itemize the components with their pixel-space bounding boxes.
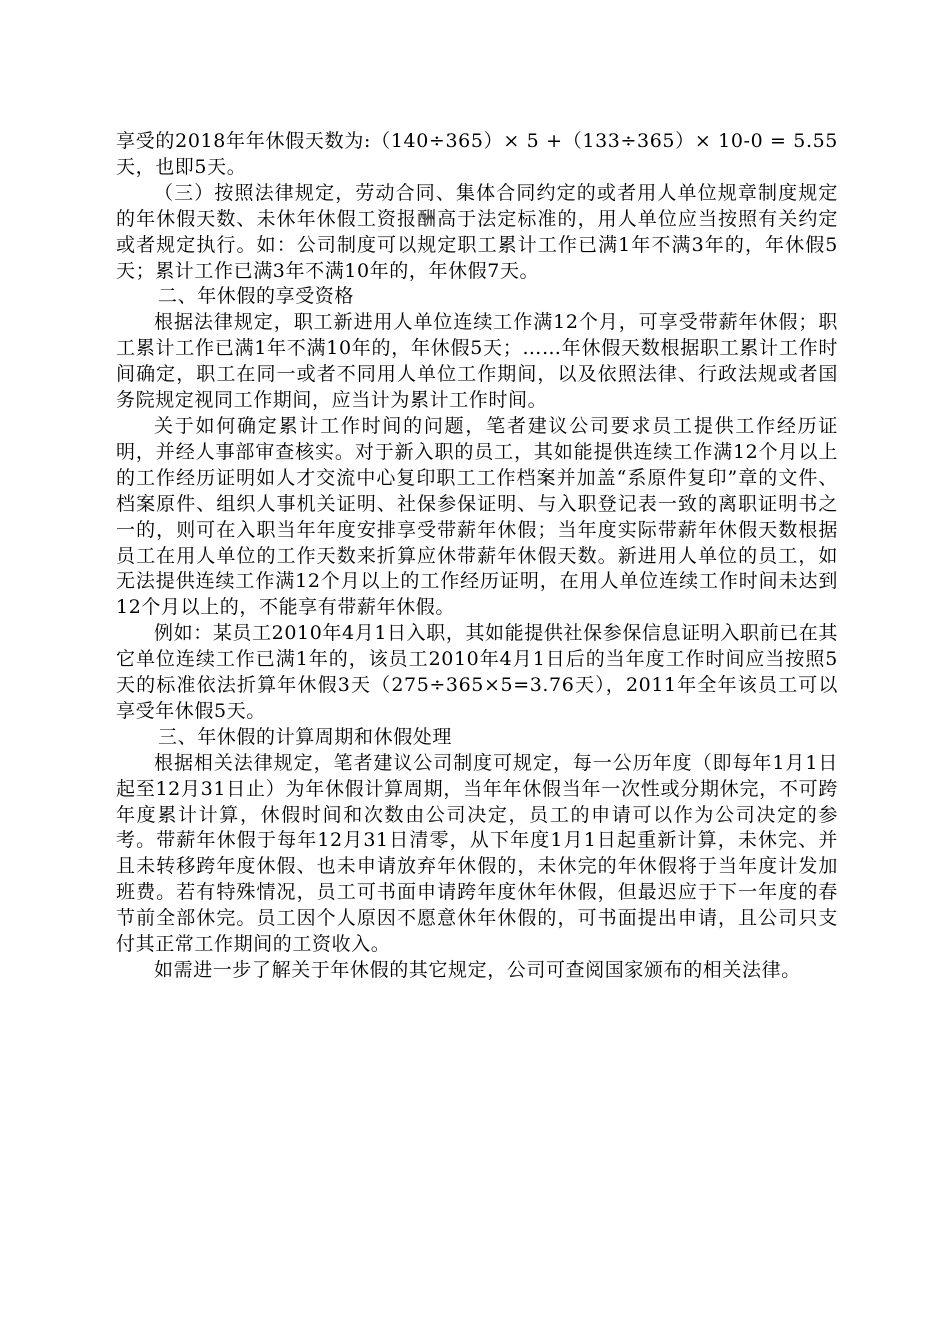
paragraph-eligibility-law: 根据法律规定，职工新进用人单位连续工作满12个月，可享受带薪年休假；职工累计工作已满1年不满10年的，年休假5天；……年休假天数根据职工累计工作时间确定，职工在同一或者不同用人单位工作期间，以及依照法律、行政法规或者国务院规定视同工作期间，应当计为累计工作时间。 — [116, 311, 838, 412]
paragraph-calc-example-end: 享受的2018年年休假天数为:（140÷365）× 5 +（133÷365）× 10-0 = 5.55天，也即5天。 — [116, 130, 838, 178]
paragraph-eligibility-verification: 关于如何确定累计工作时间的问题，笔者建议公司要求员工提供工作经历证明，并经人事部审查核实。对于新入职的员工，其如能提供连续工作满12个月以上的工作经历证明如人才交流中心复印职工工作档案并加盖“系原件复印”章的文件、档案原件、组织人事机关证明、社保参保证明、与入职登记表一致的离职证明书之一的，则可在入职当年年度安排享受带薪年休假；当年度实际带薪年休假天数根据员工在用人单位的工作天数来折算应休带薪年休假天数。新进用人单位的员工，如无法提供连续工作满12个月以上的工作经历证明，在用人单位连续工作时间未达到12个月以上的，不能享有带薪年休假。 — [116, 414, 838, 619]
paragraph-clause-three: （三）按照法律规定，劳动合同、集体合同约定的或者用人单位规章制度规定的年休假天数、未休年休假工资报酬高于法定标准的，用人单位应当按照有关约定或者规定执行。如：公司制度可以规定职工累计工作已满1年不满3年的，年休假5天；累计工作已满3年不满10年的，年休假7天。 — [116, 181, 838, 282]
paragraph-eligibility-example: 例如：某员工2010年4月1日入职，其如能提供社保参保信息证明入职前已在其它单位连续工作已满1年的，该员工2010年4月1日后的当年度工作时间应当按照5天的标准依法折算年休假3天（275÷365×5=3.76天），2011年全年该员工可以享受年休假5天。 — [116, 622, 838, 722]
document-body — [116, 129, 838, 984]
section-heading-eligibility: 二、年休假的享受资格 — [158, 285, 355, 308]
section-heading-cycle: 三、年休假的计算周期和休假处理 — [158, 725, 453, 748]
paragraph-cycle-handling: 根据相关法律规定，笔者建议公司制度可规定，每一公历年度（即每年1月1日起至12月31日止）为年休假计算周期，当年年休假当年一次性或分期休完，不可跨年度累计计算，休假时间和次数由公司决定，员工的申请可以作为公司决定的参考。带薪年休假于每年12月31日清零，从下年度1月1日起重新计算，未休完、并且未转移跨年度休假、也未申请放弃年休假的，未休完的年休假将于当年度计发加班费。若有特殊情况，员工可书面申请跨年度休年休假，但最迟应于下一年度的春节前全部休完。员工因个人原因不愿意休年休假的，可书面提出申请，且公司只支付其正常工作期间的工资收入。 — [116, 751, 838, 956]
paragraph-closing-note: 如需进一步了解关于年休假的其它规定，公司可查阅国家颁布的相关法律。 — [154, 959, 801, 981]
